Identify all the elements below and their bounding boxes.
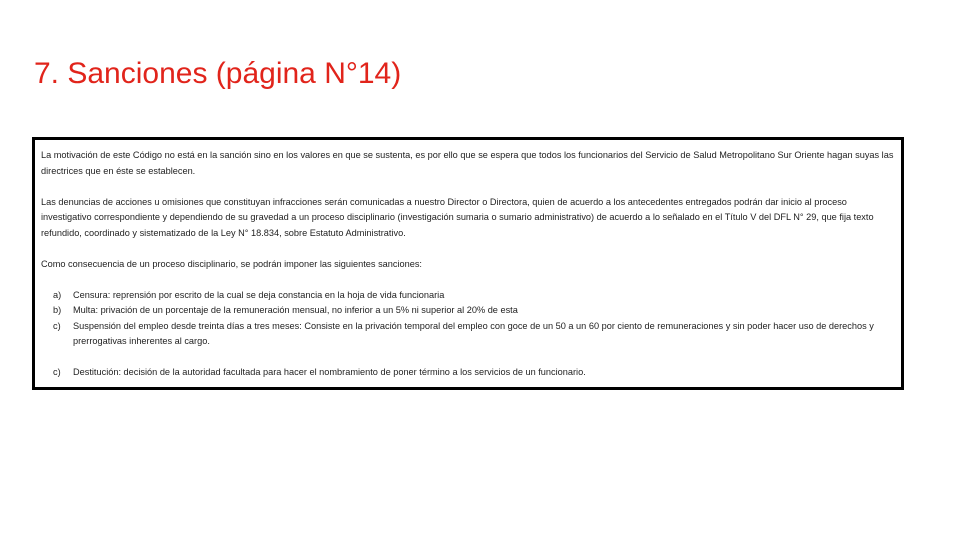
sanctions-list	[41, 288, 901, 381]
list-marker: b)	[53, 305, 62, 315]
sanction-text: Censura: reprensión por escrito de la cual se deja constancia en la hoja de vida funcionaria	[73, 289, 445, 300]
list-marker: c)	[53, 320, 61, 331]
sanction-suspension	[53, 319, 901, 350]
sanction-text: Suspensión del empleo desde treinta días a tres meses: Consiste en la privación temporal del empleo con goce de un 50 a un 60 por ciento de remuneraciones y sin poder hacer uso de derechos y prerrogativas inherentes al cargo.	[73, 320, 874, 346]
sanction-text: Multa: privación de un porcentaje de la remuneración mensual, no inferior a un 5% ni superior al 20% de esta	[73, 305, 518, 315]
paragraph-consecuencia: Como consecuencia de un proceso disciplinario, se podrán imponer las siguientes sanciones:	[41, 258, 422, 269]
list-marker: c)	[53, 367, 61, 377]
paragraph-denuncias: Las denuncias de acciones u omisiones que constituyan infracciones serán comunicadas a nuestro Director o Directora, quien de acuerdo a los antecedentes entregados podrán dar inicio al proceso investigativo correspondiente y dependiendo de su gravedad a un proceso disciplinario (investigación sumaria o sumario administrativo) de acuerdo a lo señalado en el Título V del DFL N° 29, que fija texto refundido, coordinado y sistematizado de la Ley N° 18.834, sobre Estatuto Administrativo.	[41, 196, 874, 238]
sanction-multa	[53, 303, 901, 319]
sanction-destitucion	[53, 365, 901, 381]
sanction-censura	[53, 288, 901, 304]
document-excerpt-image	[32, 137, 904, 390]
slide-title: 7. Sanciones (página N°14)	[34, 57, 402, 90]
list-marker: a)	[53, 289, 62, 300]
sanction-text: Destitución: decisión de la autoridad facultada para hacer el nombramiento de poner término a los servicios de un funcionario.	[73, 367, 586, 377]
paragraph-motivation: La motivación de este Código no está en la sanción sino en los valores en que se sustenta, es por ello que se espera que todos los funcionarios del Servicio de Salud Metropolitano Sur Oriente hagan suyas las directrices que en éste se establecen.	[41, 150, 894, 176]
